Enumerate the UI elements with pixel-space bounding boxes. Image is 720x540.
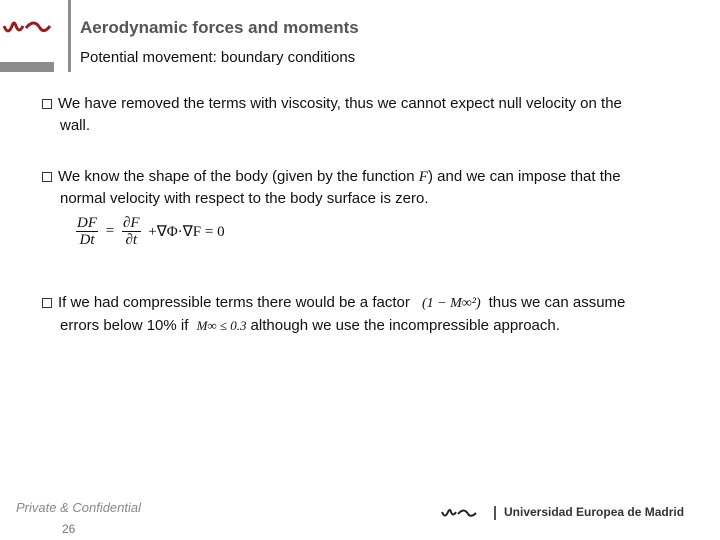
compressibility-factor: (1 − M∞²) bbox=[422, 296, 481, 311]
rhs-fraction: $\frac{\partial F}{\partial t}$ bbox=[122, 215, 140, 248]
bullet-2-line-2: normal velocity with respect to the body surface is zero. bbox=[60, 190, 429, 207]
logo-band bbox=[0, 62, 54, 72]
bullet-3-line-2b: although we use the incompressible approach. bbox=[250, 317, 560, 334]
lhs-fraction: $\frac{DF}{Dt}$ bbox=[77, 215, 97, 248]
slide-subtitle: Potential movement: boundary conditions bbox=[80, 49, 356, 66]
mach-condition: M∞ ≤ 0.3 bbox=[196, 318, 247, 333]
bullet-3 bbox=[42, 292, 698, 337]
checkbox-bullet-icon bbox=[42, 298, 52, 308]
header-divider bbox=[68, 0, 71, 72]
boundary-condition-equation: $\frac{DF}{Dt}$ = $\frac{\partial F}{\partial t}$ +∇Φ·∇F = 0 bbox=[77, 215, 225, 248]
bullet-1-line-1: We have removed the terms with viscosity, thus we cannot expect null velocity on the bbox=[58, 95, 622, 112]
ue-logo-icon bbox=[0, 0, 54, 60]
bullet-1 bbox=[42, 93, 698, 137]
bullet-3-line-1b: thus we can assume bbox=[488, 294, 626, 311]
page-number: 26 bbox=[62, 522, 76, 536]
ue-footer-logo-icon bbox=[440, 504, 488, 522]
bullet-3-line-1a: If we had compressible terms there would be a factor bbox=[58, 294, 410, 311]
bullet-1-line-2: wall. bbox=[60, 117, 91, 134]
checkbox-bullet-icon bbox=[42, 99, 52, 109]
slide-title: Aerodynamic forces and moments bbox=[80, 18, 359, 37]
checkbox-bullet-icon bbox=[42, 172, 52, 182]
function-variable: F bbox=[418, 169, 428, 185]
university-name: Universidad Europea de Madrid bbox=[504, 505, 685, 519]
university-logo bbox=[0, 0, 54, 70]
bullet-2 bbox=[42, 166, 698, 210]
footer-divider bbox=[494, 506, 496, 520]
bullet-3-line-2a: errors below 10% if bbox=[60, 317, 189, 334]
bullet-2-line-1a: We know the shape of the body (given by the function bbox=[58, 168, 419, 185]
confidential-label: Private & Confidential bbox=[16, 500, 142, 515]
bullet-2-line-1b: ) and we can impose that the bbox=[427, 168, 621, 185]
equation-rest: +∇Φ·∇F = 0 bbox=[148, 224, 225, 240]
